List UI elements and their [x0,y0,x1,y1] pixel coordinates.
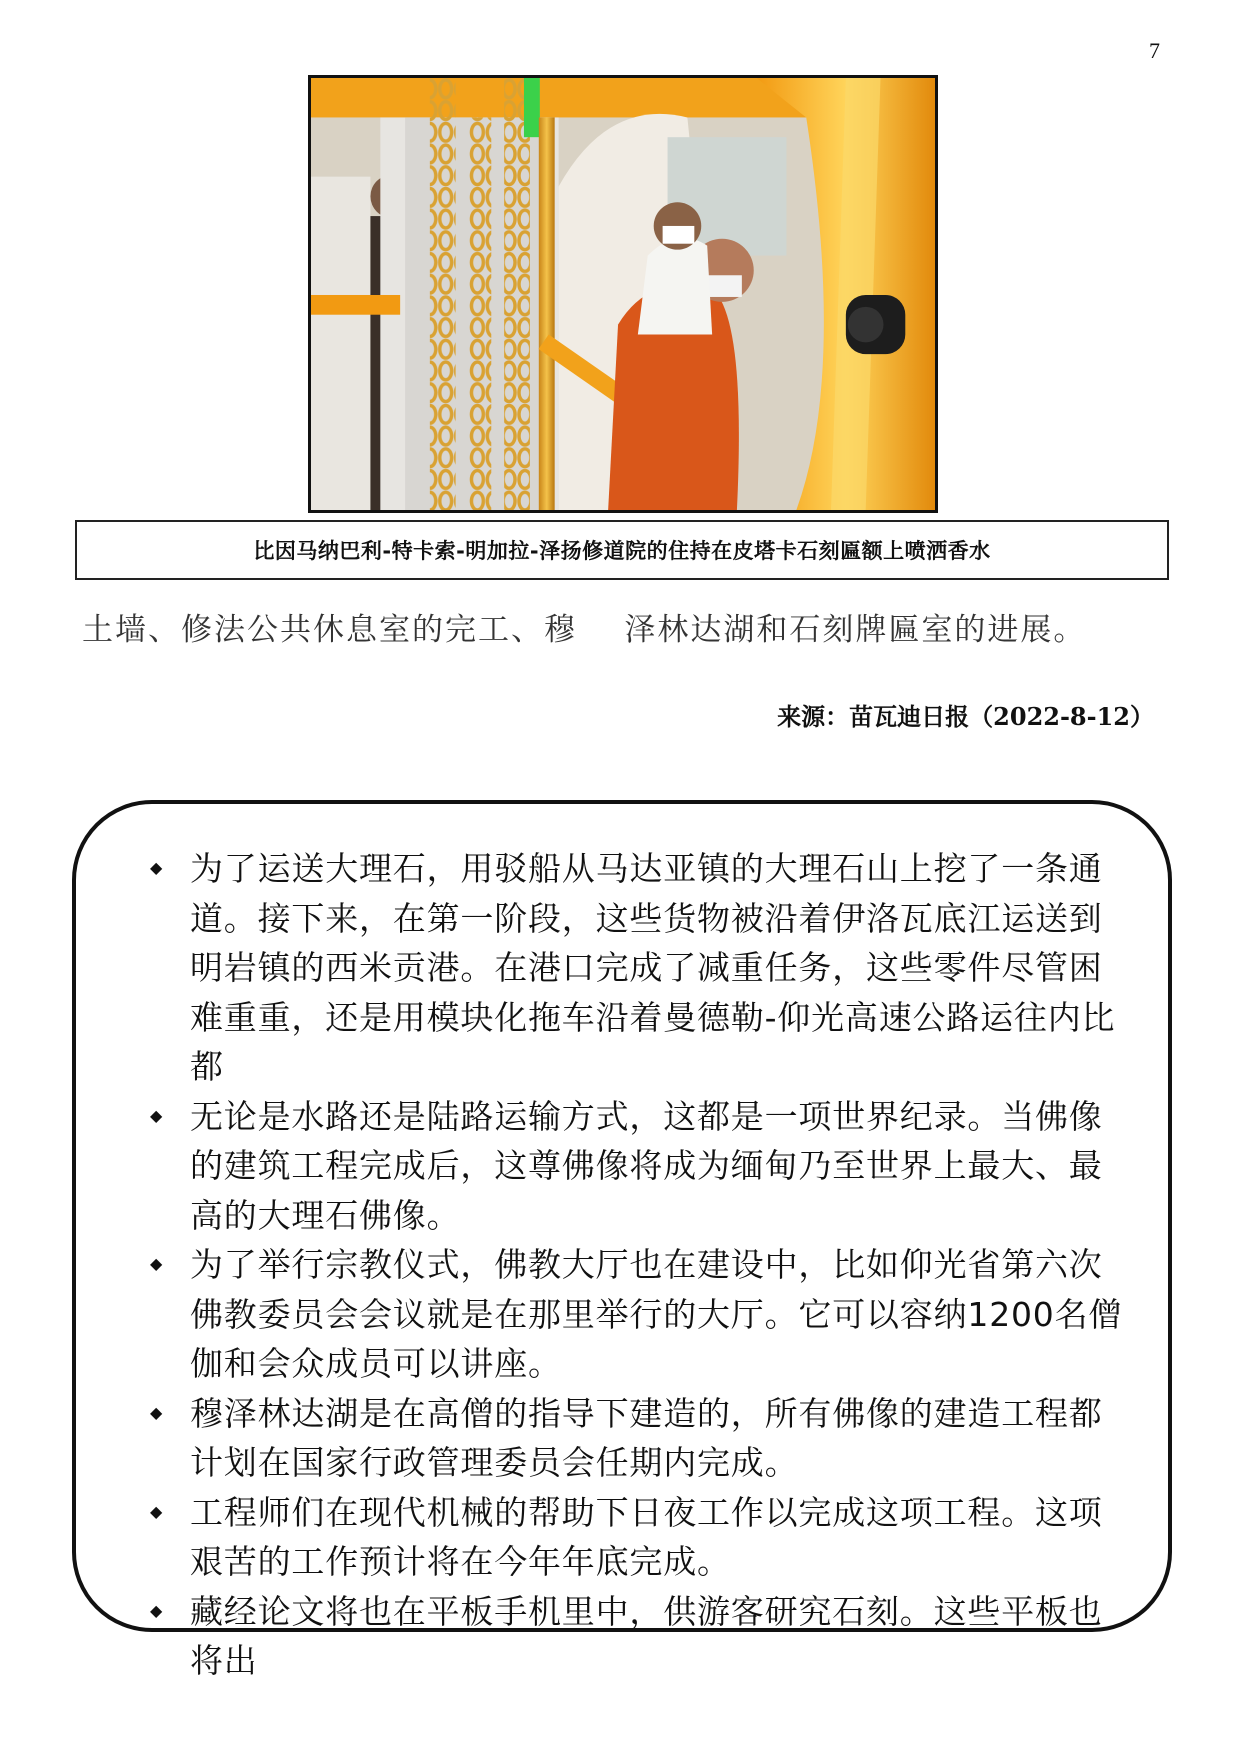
diamond-bullet-icon: ◆ [150,1600,164,1620]
diamond-bullet-icon: ◆ [150,1501,164,1521]
photo-caption-text: 比因马纳巴利-特卡索-明加拉-泽扬修道院的住持在皮塔卡石刻匾额上喷洒香水 [253,539,991,563]
diamond-bullet-icon: ◆ [150,1254,164,1273]
ceremony-photo [308,75,938,513]
list-item [112,1240,1134,1389]
list-item [112,1587,1134,1686]
list-item [112,1488,1134,1587]
list-item [112,1092,1134,1241]
highlights-list [76,804,1168,1686]
list-item-text: 无论是水路还是陆路运输方式，这都是一项世界纪录。当佛像的建筑工程完成后，这尊佛像将成为缅甸乃至世界上最大、最高的大理石佛像。 [190,1096,1103,1235]
diamond-bullet-icon: ◆ [150,1105,164,1125]
list-item-text: 穆泽林达湖是在高僧的指导下建造的，所有佛像的建造工程都计划在国家行政管理委员会任期内完成。 [190,1393,1103,1482]
list-item-text: 藏经论文将也在平板手机里中，供游客研究石刻。这些平板也将出 [190,1591,1103,1680]
list-item-text: 为了举行宗教仪式，佛教大厅也在建设中，比如仰光省第六次佛教委员会会议就是在那里举行的大厅。它可以容纳1200名僧伽和会众成员可以讲座。 [190,1245,1123,1383]
photo-caption [75,520,1169,580]
diamond-bullet-icon: ◆ [150,1402,164,1422]
page-number: 7 [1149,38,1160,63]
list-item [112,1389,1134,1488]
list-item-text: 为了运送大理石，用驳船从马达亚镇的大理石山上挖了一条通道。接下来，在第一阶段，这些货物被沿着伊洛瓦底江运送到明岩镇的西米贡港。在港口完成了减重任务，这些零件尽管困难重重，还是用模块化拖车沿着曼德勒-仰光高速公路运往内比都 [190,849,1116,1086]
ceremony-photo-illustration [311,78,935,510]
diamond-bullet-icon: ◆ [150,858,164,877]
list-item [112,844,1134,1092]
highlights-box [72,800,1172,1680]
source-citation: 来源：苗瓦迪日报（2022-8-12） [777,702,1154,731]
continued-paragraph: 土墙、修法公共休息室的完工、穆 泽林达湖和石刻牌匾室的进展。 [82,612,1087,648]
list-item-text: 工程师们在现代机械的帮助下日夜工作以完成这项工程。这项艰苦的工作预计将在今年年底完成。 [190,1492,1103,1581]
